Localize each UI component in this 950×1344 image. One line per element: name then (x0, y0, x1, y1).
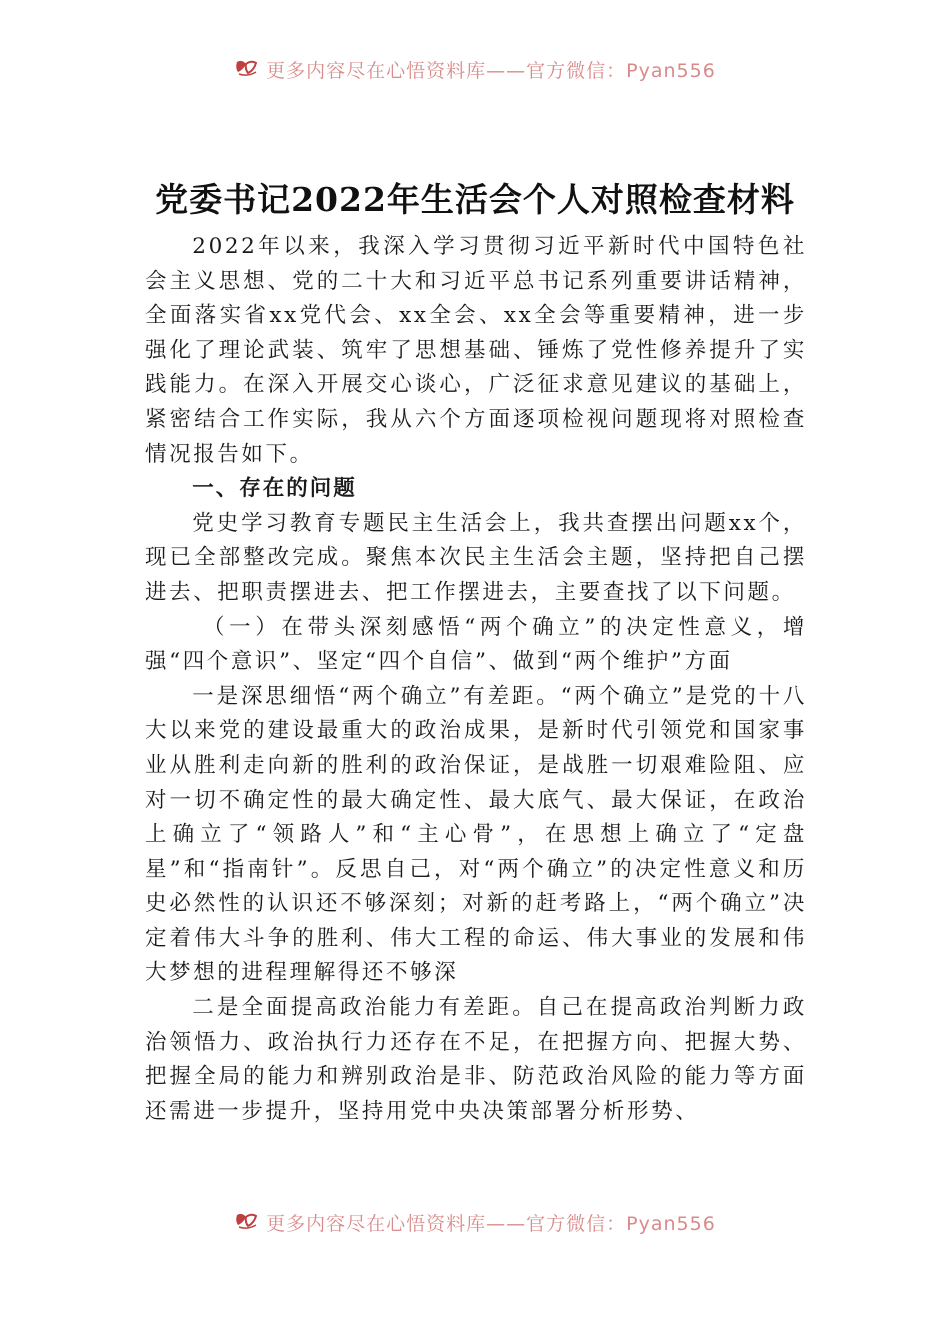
body-paragraph: 二是全面提高政治能力有差距。自己在提高政治判断力政治领悟力、政治执行力还存在不足，在把握方向、把握大势、把握全局的能力和辨别政治是非、防范政治风险的能力等方面还需进一步提升，坚持用党中央决策部署分析形势、 (145, 995, 807, 1124)
logo-icon (234, 1210, 260, 1240)
logo-icon (234, 57, 260, 87)
watermark-footer (0, 1209, 950, 1239)
subsection-heading: （一）在带头深刻感悟“两个确立”的决定性意义，增强“四个意识”、坚定“四个自信”、做到“两个维护”方面 (145, 614, 807, 675)
intro-paragraph: 2022年以来，我深入学习贯彻习近平新时代中国特色社会主义思想、党的二十大和习近平总书记系列重要讲话精神，全面落实省xx党代会、xx全会、xx全会等重要精神，进一步强化了理论武装、筑牢了思想基础、锤炼了党性修养提升了实践能力。在深入开展交心谈心，广泛征求意见建议的基础上，紧密结合工作实际，我从六个方面逐项检视问题现将对照检查情况报告如下。 (145, 234, 807, 467)
watermark-text: 更多内容尽在心悟资料库——官方微信：Pyan556 (266, 1213, 716, 1235)
document-body (145, 230, 807, 1205)
body-paragraph: 一是深思细悟“两个确立”有差距。“两个确立”是党的十八大以来党的建设最重大的政治成果，是新时代引领党和国家事业从胜利走向新的胜利的政治保证，是战胜一切艰难险阻、应对一切不确定性的最大确定性、最大底气、最大保证，在政治上确立了“领路人”和“主心骨”，在思想上确立了“定盘星”和“指南针”。反思自己，对“两个确立”的决定性意义和历史必然性的认识还不够深刻；对新的赶考路上，“两个确立”决定着伟大斗争的胜利、伟大工程的命运、伟大事业的发展和伟大梦想的进程理解得还不够深 (145, 683, 807, 986)
section-heading-problems: 一、存在的问题 (192, 476, 357, 502)
watermark-header (0, 56, 950, 86)
watermark-text: 更多内容尽在心悟资料库——官方微信：Pyan556 (266, 60, 716, 82)
document-title: 党委书记2022年生活会个人对照检查材料 (155, 180, 795, 219)
body-paragraph: 党史学习教育专题民主生活会上，我共查摆出问题xx个，现已全部整改完成。聚焦本次民主生活会主题，坚持把自己摆进去、把职责摆进去、把工作摆进去，主要查找了以下问题。 (145, 510, 807, 605)
